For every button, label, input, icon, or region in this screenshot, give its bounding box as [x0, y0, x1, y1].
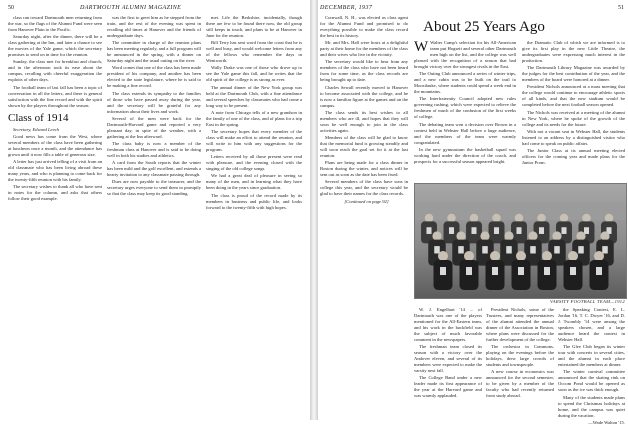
jersey-letter: [492, 267, 498, 275]
left-column-2: [107, 15, 201, 417]
paragraph: The College Band under a new leader made its first appearance of the year at the Harvard game and was warmly applauded.: [414, 375, 482, 399]
player-head: [470, 214, 478, 222]
drop-cap: W: [414, 39, 429, 55]
paragraph: class ran toward Dartmouth men returning from the war, so the flags of the Alumni Fund were seen from Hanover Plain to the Pacific.: [8, 15, 102, 32]
paragraph: Good news has come from the West, where several members of the class have been gathering at luncheon once a month, and the attendance has grown until it now fills a table of generous size.: [8, 133, 102, 157]
left-column-3: [206, 15, 302, 417]
jersey-letter: [602, 246, 608, 253]
paragraph: W. J. Engelhart '14 ... of Dartmouth was one of the players mentioned for the All-Eastern team, and his work in the backfield was the subject of much favorable comment in the newspapers.: [414, 307, 482, 342]
player-head: [552, 231, 561, 240]
paragraph: The Nichols was received at a meeting of the alumni in New York, where he spoke of the growth of the college and its needs for the future.: [522, 109, 625, 127]
team-photo-image: [415, 184, 626, 298]
player-head: [480, 231, 489, 240]
paragraph: President Nichols announced at a mass meeting that the college would continue to encourage athletic sports of all kinds, and that the new stadium would be completed before the next football season opened.: [522, 84, 625, 108]
jersey-letter: [426, 227, 431, 234]
paragraph: Plans are being made for a class dinner in Boston during the winter, and notices will be sent out as soon as the date has been fixed.: [320, 160, 408, 178]
section-title: Class of 1914: [8, 111, 69, 124]
paragraph: Saturday night, after the dinner, there will be a class gathering at the Inn, and later a chance to see the movies of the Yale game, which the secretary promises to send on in time for the reunion.: [8, 34, 102, 58]
paragraph: Dues are now payable to the treasurer, and the secretary urges everyone to send them in promptly so that the class may keep its good standing.: [107, 179, 201, 197]
jersey-letter: [518, 267, 524, 275]
paragraph: The Interfraternity Council adopted new rules governing rushing, which were expected to relieve the freshmen of much of the confusion of the first weeks of college.: [414, 96, 516, 120]
player-head: [490, 251, 500, 261]
article-title: About 25 Years Ago: [423, 19, 545, 35]
bottom-column-a: [414, 307, 482, 417]
player-head: [515, 214, 523, 222]
paragraph: The freshman team closed its season with a victory over the Andover eleven, and several of its members were expected to make the varsity next fall.: [414, 344, 482, 374]
player-head: [438, 251, 448, 261]
player-head: [528, 231, 537, 240]
paragraph: With not a vacant seat in Webster Hall, the students listened to an address by a distinguished visitor who had come to speak on public affairs.: [522, 128, 625, 146]
paragraph: The winter carnival committee announced that the skating rink on Occom Pond would be opened as soon as the ice was thick enough.: [558, 369, 625, 393]
paragraph: The Junior Class at its annual meeting elected officers for the coming year and made plans for the Junior Prom.: [522, 147, 625, 165]
player-head: [456, 231, 465, 240]
player-head: [560, 214, 568, 222]
paragraph: The class is proud of the record made by its members in business and public life, and looks forward to the twenty-fifth with high hopes.: [206, 192, 302, 210]
paragraph: Several members of the class have sons in college this year, and the secretary would be glad to have their names for the class records.: [320, 179, 408, 197]
paragraph: A letter has just arrived telling of a visit from an old classmate who has been living abroad these many years, and who is planning to come back for the twenty-fifth reunion with his family.: [8, 158, 102, 182]
player-head: [516, 251, 526, 261]
right-column-1: [320, 15, 408, 417]
paragraph: Members of the class will be glad to know that the memorial fund is growing steadily and will soon reach the goal set for it at the last reunion.: [320, 134, 408, 158]
team-photo: [414, 183, 627, 299]
paragraph: The orchestra in Commons, playing on the evenings before the holidays, drew large crowds of students and townspeople.: [486, 344, 554, 368]
paragraph: The secretary wishes to thank all who have sent in notes for the column, and asks that others follow their good example.: [8, 184, 102, 202]
player-head: [568, 251, 578, 261]
jersey-letter: [578, 246, 584, 253]
player-head: [425, 214, 433, 222]
paragraph: The football team of last fall has been a topic of conversation in all the letters, and there is general satisfaction with the fine record and with the spirit shown by the players throughout the season.: [8, 84, 102, 108]
jersey-letter: [434, 246, 440, 253]
player-head: [605, 214, 613, 222]
section-byline: Secretary, Edward Leech: [13, 126, 59, 132]
article-column-a: [414, 40, 516, 180]
paragraph: The secretary would like to hear from any members of the class who have not been heard from for some time, as the class records are being brought up to date.: [320, 59, 408, 83]
jersey-letter: [544, 267, 550, 275]
paragraph: The Dartmouth Library Magazine was awarded by the judges for the best contribution of the year, and the members of the board were honored at a dinner.: [522, 65, 625, 83]
paragraph: The secretary hopes that every member of the class will make an effort to attend the reunion, and will write to him with any suggestions for the program.: [206, 128, 302, 152]
paragraph: Charles Sewall recently moved to Hanover to become associated with the college, and he is now a familiar figure at the games and on the campus.: [320, 84, 408, 108]
jersey-letter: [584, 227, 589, 234]
jersey-letter: [449, 227, 454, 234]
jersey-letter: [471, 227, 476, 234]
right-folio: 51: [618, 5, 624, 11]
player-head: [576, 231, 585, 240]
paragraph: The class baby is now a member of the freshman class at Hanover and is said to be doing well in both his studies and athletics.: [107, 140, 201, 158]
jersey-letter: [458, 246, 464, 253]
paragraph: The debating team won a decision over Brown in a contest held in Webster Hall before a large audience, and the members of the team were warmly congratulated.: [414, 121, 516, 145]
right-running-head: DECEMBER, 1937: [320, 5, 373, 11]
player-head: [447, 214, 455, 222]
left-folio: 50: [8, 5, 14, 11]
jersey-letter: [530, 246, 536, 253]
continued-note: [Continued on page 92]: [344, 198, 389, 204]
player-head: [492, 214, 500, 222]
paragraph: Word comes that one of the class has been made president of his company, and another has been elected to the state legislature, where he is said to be making a fine record.: [107, 65, 201, 89]
right-page: [318, 0, 628, 425]
paragraph: The Outing Club announced a series of winter trips, and a new cabin was to be built on the trail to Moosilauke, where students could spend a week end in the mountains.: [414, 71, 516, 95]
paragraph: was the first to greet him as he stepped from the train, and the rest of the evening was spent in recalling old times at Hanover and the friends of undergraduate days.: [107, 15, 201, 38]
paragraph: Wally Drake was one of those who drove up to see the Yale game this fall, and he writes that the old spirit of the college is as strong as ever.: [206, 65, 302, 83]
paragraph: Letters received by all those present were read with pleasure, and the evening closed with the singing of the old college songs.: [206, 154, 302, 172]
paragraph: Bill Terry has sent word from the coast that he is well and busy, and would welcome letters from any of the fellows who remember the days in Wentworth.: [206, 40, 302, 64]
jersey-letter: [494, 227, 499, 234]
jersey-letter: [561, 227, 566, 234]
paragraph: In the new gymnasium the basketball squad was working hard under the direction of the coach, and prospects for a successful season appeared bright.: [414, 146, 516, 164]
player-head: [594, 251, 604, 261]
jersey-letter: [440, 267, 446, 275]
paragraph: The class sends its best wishes to all members who are ill, and hopes that they will soon be well enough to join in the class activities again.: [320, 109, 408, 133]
jersey-letter: [482, 246, 488, 253]
jersey-letter: [506, 246, 512, 253]
paragraph: Mr. and Mrs. Hall were hosts at a delightful party at their home for the members of the class and their wives who live in the vicinity.: [320, 40, 408, 58]
left-running-head: DARTMOUTH ALUMNI MAGAZINE: [80, 5, 182, 11]
paragraph: Walter Camp's selection for his All-American team put Hogsett and several other Dartmouth men high on the list, and the college was well pleased with the recognition of a season that had brought victory over the strongest rivals in the East.: [414, 40, 516, 69]
bottom-column-b: [486, 307, 554, 417]
player-head: [432, 231, 441, 240]
jersey-letter: [516, 227, 521, 234]
paragraph: met. Life the Berkshire, incidentally, though there are few to be found there now, the old group still keeps in touch, and plans to be at Hanover in June for the reunion.: [206, 15, 302, 38]
player-head: [542, 251, 552, 261]
paragraph: Sunday, the class met for breakfast and church, and in the afternoon took its ease about the campus, recalling with cheerful exaggeration the exploits of other days.: [8, 59, 102, 83]
paragraph: Cornwall, N. H., was elected as class agent for the Alumni Fund and promised to do everything possible to make the class record the best in its history.: [320, 15, 408, 38]
player-head: [537, 214, 545, 222]
jersey-letter: [539, 227, 544, 234]
paragraph: A new course in economics was announced for the second semester, to be given by a member of the faculty who had recently returned from study abroad.: [486, 369, 554, 399]
player-head: [600, 231, 609, 240]
left-page: [0, 0, 310, 420]
jersey-letter: [466, 267, 472, 275]
paragraph: Several of the men were back for the Dartmouth-Harvard game and reported a very pleasant day, in spite of the weather, with a gathering at the Inn afterward.: [107, 115, 201, 139]
paragraph: The class extends its sympathy to the families of those who have passed away during the year, and the secretary will be grateful for any information about their lives and work.: [107, 90, 201, 114]
player-head: [582, 214, 590, 222]
left-column-1: [8, 15, 102, 417]
player-head: [504, 231, 513, 240]
page-gutter: [310, 0, 318, 420]
paragraph: A note from Chicago tells of a new grandson in the family of one of the class, and of plans for a trip East in the spring.: [206, 109, 302, 127]
jersey-letter: [570, 267, 576, 275]
paragraph: the Speaking Contest, E. L. Jordan '16, T. C. Dwyer '16, and D. J. Twombly '14 were among the speakers chosen, and a large audience heard the contest in Webster Hall.: [558, 307, 625, 342]
paragraph: The Glee Club began its winter tour with concerts in several cities, and the alumni in each place entertained the members at dinner.: [558, 344, 625, 368]
photo-caption: VARSITY FOOTBALL TEAM—1912: [549, 299, 625, 304]
bottom-signature: —Wade Walton '15.: [588, 419, 625, 425]
paragraph: The annual dinner of the New York group was held at the Dartmouth Club, with a fine attendance and several speeches by classmates who had come a long way to be present.: [206, 84, 302, 108]
jersey-letter: [596, 267, 602, 275]
article-column-b: [522, 40, 625, 180]
paragraph: President Nichols, some of the Trustees, and many representatives of the alumni attended the annual dinner of the Association in Boston, where plans were discussed for the further development of the college.: [486, 307, 554, 342]
paragraph: The committee in charge of the reunion plans has been meeting regularly, and a full program will be announced in the spring, with a dinner on Saturday night and the usual outing on the river.: [107, 40, 201, 64]
paragraph: A card from the South reports that the winter has been mild and the golf excellent, and extends a hearty invitation to any classmate passing through.: [107, 160, 201, 178]
bottom-column-c: [558, 307, 625, 425]
paragraph: Many of the students made plans to spend the Christmas holidays at home, and the campus was quiet during the vacation.: [558, 394, 625, 418]
player-head: [464, 251, 474, 261]
paragraph: We had a great deal of pleasure in seeing so many of the men, and in learning what they have been doing in the years since graduation.: [206, 173, 302, 191]
paragraph: the Dramatic Club of which we are informed is to give its first play in the new Little Theatre, the undergraduates were expressing much interest in the production.: [522, 40, 625, 63]
jersey-letter: [554, 246, 560, 253]
